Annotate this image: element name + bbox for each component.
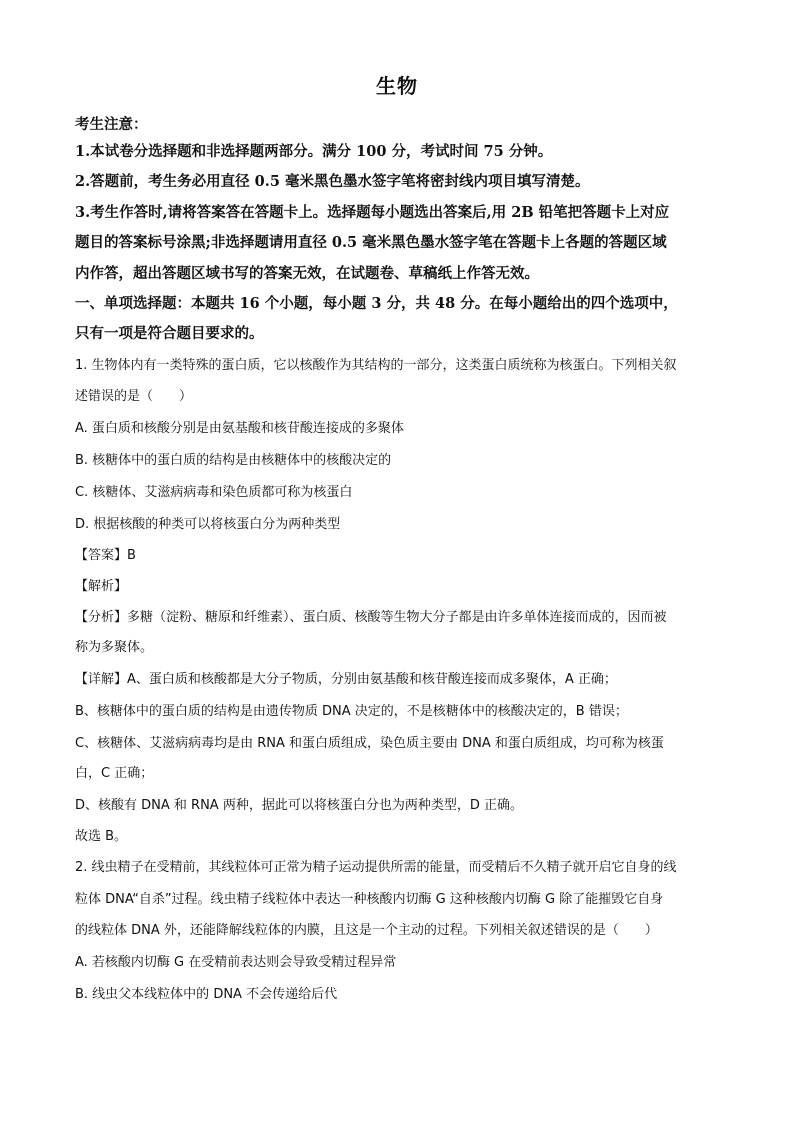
q1-stem-line-1: 1. 生物体内有一类特殊的蛋白质，它以核酸作为其结构的一部分，这类蛋白质统称为核蛋白。下列相关叙 <box>75 358 677 373</box>
q1-option-a: A. 蛋白质和核酸分别是由氨基酸和核苷酸连接成的多聚体 <box>75 421 404 436</box>
q1-option-b: B. 核糖体中的蛋白质的结构是由核糖体中的核酸决定的 <box>75 453 392 468</box>
q2-stem-line-1: 2. 线虫精子在受精前，其线粒体可正常为精子运动提供所需的能量，而受精后不久精子就开启它自身的线 <box>75 860 677 875</box>
q1-detail-line-1: 【详解】A、蛋白质和核酸都是大分子物质，分别由氨基酸和核苷酸连接而成多聚体，A 正确； <box>75 672 617 687</box>
q2-option-b: B. 线虫父本线粒体中的 DNA 不会传递给后代 <box>75 987 338 1002</box>
q1-detail-line-3: C、核糖体、艾滋病病毒均是由 RNA 和蛋白质组成，染色质主要由 DNA 和蛋白质组成，均可称为核蛋 <box>75 736 664 751</box>
notice-item-3-line-3: 内作答，超出答题区域书写的答案无效，在试题卷、草稿纸上作答无效。 <box>75 265 539 282</box>
q2-stem-line-3: 的线粒体 DNA 外，还能降解线粒体的内膜，且这是一个主动的过程。下列相关叙述错误的是（ ） <box>75 923 658 938</box>
q1-analysis-line-1: 【分析】多糖（淀粉、糖原和纤维素）、蛋白质、核酸等生物大分子都是由许多单体连接而成的，因而被 <box>75 610 667 625</box>
q1-answer: 【答案】B <box>75 548 136 563</box>
q1-detail-line-4: 白，C 正确； <box>75 766 154 781</box>
notice-item-3-line-2: 题目的答案标号涂黑;非选择题请用直径 0.5 毫米黑色墨水签字笔在答题卡上各题的答题区域 <box>75 234 667 251</box>
q1-stem-line-2: 述错误的是（ ） <box>75 389 193 404</box>
q2-stem-line-2: 粒体 DNA“自杀”过程。线虫精子线粒体中表达一种核酸内切酶 G 这种核酸内切酶 G 除了能摧毁它自身 <box>75 892 664 907</box>
q1-option-d: D. 根据核酸的种类可以将核蛋白分为两种类型 <box>75 517 341 532</box>
q1-analysis-line-2: 称为多聚体。 <box>75 640 154 655</box>
q1-detail-line-5: D、核酸有 DNA 和 RNA 两种，据此可以将核蛋白分也为两种类型，D 正确。 <box>75 798 523 813</box>
q1-conclusion: 故选 B。 <box>75 829 128 844</box>
q1-analysis-label: 【解析】 <box>75 579 128 594</box>
section-heading-line-2: 只有一项是符合题目要求的。 <box>75 325 264 342</box>
notice-item-3-line-1: 3.考生作答时,请将答案答在答题卡上。选择题每小题选出答案后,用 2B 铅笔把答题卡上对应 <box>75 204 670 221</box>
q1-detail-line-2: B、核糖体中的蛋白质的结构是由遗传物质 DNA 决定的，不是核糖体中的核酸决定的，B 错误； <box>75 704 628 719</box>
q1-option-c: C. 核糖体、艾滋病病毒和染色质都可称为核蛋白 <box>75 485 353 500</box>
notice-heading: 考生注意： <box>75 116 148 133</box>
q2-option-a: A. 若核酸内切酶 G 在受精前表达则会导致受精过程异常 <box>75 955 397 970</box>
section-heading-line-1: 一、单项选择题：本题共 16 个小题，每小题 3 分，共 48 分。在每小题给出的四个选项中， <box>75 295 678 312</box>
notice-item-2: 2.答题前，考生务必用直径 0.5 毫米黑色墨水签字笔将密封线内项目填写清楚。 <box>75 173 590 190</box>
notice-item-1: 1.本试卷分选择题和非选择题两部分。满分 100 分，考试时间 75 分钟。 <box>75 143 553 160</box>
page-title: 生物 <box>376 74 418 98</box>
